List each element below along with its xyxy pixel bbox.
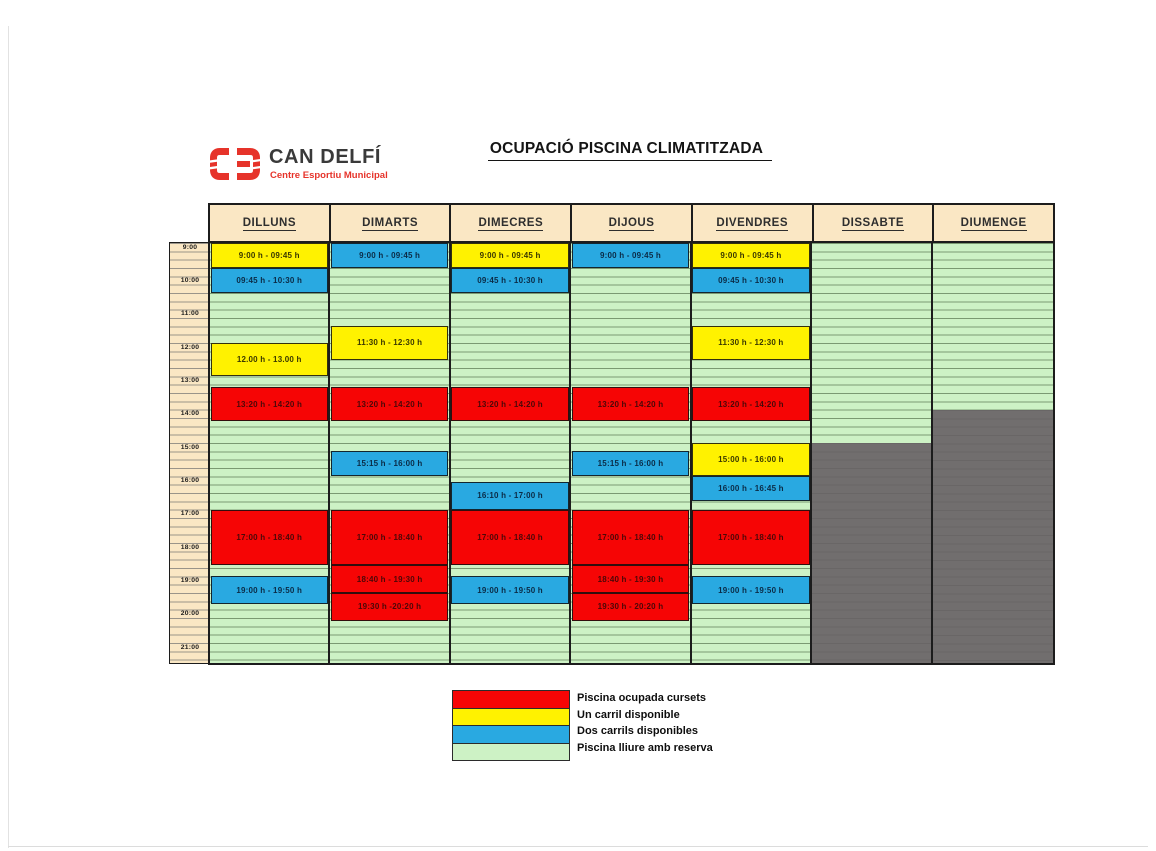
time-label: 12:00 [180,343,200,351]
schedule-event-dimarts: 17:00 h - 18:40 h [331,510,448,566]
schedule-event-divendres: 16:00 h - 16:45 h [692,476,809,501]
time-label: 10:00 [180,277,200,285]
day-header-dimecres [451,205,572,243]
legend-label-un_carril: Un carril disponible [577,708,680,721]
day-header-dijous [572,205,693,243]
time-label: 21:00 [180,643,200,651]
schedule-event-dijous: 15:15 h - 16:00 h [572,451,689,476]
schedule-event-dimarts: 15:15 h - 16:00 h [331,451,448,476]
schedule-event-divendres: 11:30 h - 12:30 h [692,326,809,359]
schedule-event-divendres: 15:00 h - 16:00 h [692,443,809,476]
schedule-event-dimecres: 09:45 h - 10:30 h [451,268,568,293]
legend-swatch-un_carril [453,708,569,726]
schedule-event-divendres: 09:45 h - 10:30 h [692,268,809,293]
schedule-event-dimarts: 11:30 h - 12:30 h [331,326,448,359]
schedule-event-dilluns: 17:00 h - 18:40 h [211,510,328,566]
page-title: OCUPACIÓ PISCINA CLIMATITZADA [488,140,772,161]
legend-swatch-lliure [453,743,569,761]
closed-area-diumenge [933,410,1053,663]
schedule-event-dilluns: 09:45 h - 10:30 h [211,268,328,293]
legend-label-cursets: Piscina ocupada cursets [577,692,706,705]
brand-name: CAN DELFÍ [269,146,382,168]
day-header-dilluns [210,205,331,243]
schedule-event-dijous: 13:20 h - 14:20 h [572,387,689,420]
day-header-label: DIMARTS [362,217,419,229]
can-delfi-logo-icon [209,147,261,181]
legend-swatch-cursets [453,691,569,708]
schedule-event-divendres: 13:20 h - 14:20 h [692,387,809,420]
day-header-row [210,205,1053,243]
time-label: 11:00 [180,310,199,318]
schedule-event-dijous: 9:00 h - 09:45 h [572,243,689,268]
schedule-event-dimarts: 19:30 h -20:20 h [331,593,448,621]
page-edge-left [8,26,9,848]
schedule-event-dijous: 18:40 h - 19:30 h [572,565,689,593]
time-label: 18:00 [180,543,200,551]
schedule-event-divendres: 17:00 h - 18:40 h [692,510,809,566]
time-label: 17:00 [180,510,200,518]
schedule-event-dimecres: 13:20 h - 14:20 h [451,387,568,420]
schedule-grid [210,243,1053,663]
brand-subtitle: Centre Esportiu Municipal [270,170,388,181]
schedule-event-dilluns: 19:00 h - 19:50 h [211,576,328,604]
schedule-event-divendres: 9:00 h - 09:45 h [692,243,809,268]
day-header-dimarts [331,205,452,243]
legend-label-lliure: Piscina lliure amb reserva [577,742,713,755]
title-row [390,140,870,161]
day-header-label: DIVENDRES [716,217,789,229]
legend-label-dos_carrils: Dos carrils disponibles [577,725,699,738]
time-label: 19:00 [180,577,200,585]
schedule-event-divendres: 19:00 h - 19:50 h [692,576,809,604]
day-header-label: DISSABTE [841,217,905,229]
schedule-event-dijous: 17:00 h - 18:40 h [572,510,689,566]
legend-swatch-dos_carrils [453,725,569,743]
day-header-label: DIMECRES [478,217,544,229]
schedule-event-dimarts: 13:20 h - 14:20 h [331,387,448,420]
schedule-event-dilluns: 13:20 h - 14:20 h [211,387,328,420]
closed-area-dissabte [812,443,930,663]
time-axis [170,243,210,663]
time-label: 16:00 [180,477,200,485]
time-label: 15:00 [180,443,200,451]
day-header-dissabte [814,205,935,243]
time-label: 13:00 [180,377,200,385]
legend-labels [577,690,713,756]
schedule-event-dimarts: 18:40 h - 19:30 h [331,565,448,593]
time-label: 14:00 [180,410,200,418]
schedule-event-dimecres: 16:10 h - 17:00 h [451,482,568,510]
schedule-event-dimecres: 19:00 h - 19:50 h [451,576,568,604]
day-header-label: DIUMENGE [960,217,1027,229]
schedule-event-dimecres: 17:00 h - 18:40 h [451,510,568,566]
day-header-divendres [693,205,814,243]
schedule-event-dimecres: 9:00 h - 09:45 h [451,243,568,268]
schedule-event-dimarts: 9:00 h - 09:45 h [331,243,448,268]
day-header-label: DIJOUS [608,217,655,229]
page-edge-bottom [8,846,1148,847]
time-label: 9:00 [182,243,198,251]
legend-swatches [452,690,570,761]
schedule-event-dilluns: 9:00 h - 09:45 h [211,243,328,268]
schedule-event-dijous: 19:30 h - 20:20 h [572,593,689,621]
schedule-event-dilluns: 12.00 h - 13.00 h [211,343,328,376]
day-header-label: DILLUNS [242,217,297,229]
day-header-diumenge [934,205,1053,243]
time-label: 20:00 [180,610,200,618]
